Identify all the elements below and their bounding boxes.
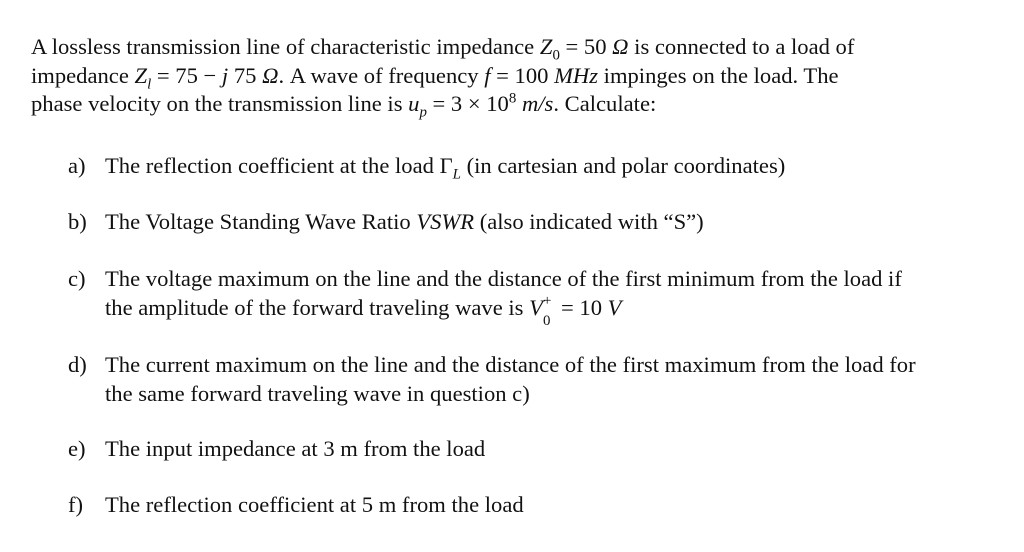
question-label: e) <box>68 436 86 461</box>
intro-line-1: A lossless transmission line of characteristic impedance $Z_0 = 50$ Ω is connected to a load of <box>31 34 855 64</box>
gamma-l-symbol: $\Gamma_L$ <box>439 153 461 183</box>
v0-plus-symbol: V + 0 <box>529 293 552 330</box>
question-label: c) <box>68 266 86 291</box>
intro-line-2: impedance $Z_l = 75 - j$ 75 Ω. A wave of frequency f = 100 MHz impinges on the load. The <box>31 62 839 93</box>
question-label: f) <box>68 492 84 517</box>
z0-symbol: $Z_0$ <box>539 34 560 64</box>
question-label: b) <box>68 209 87 234</box>
intro-line-3: phase velocity on the transmission line is $u_p = 3 \times 10^8$ m/s. Calculate: <box>31 90 657 121</box>
question-label: d) <box>68 352 87 377</box>
up-symbol: $u_p$ <box>408 91 427 121</box>
intro-paragraph <box>31 33 1006 119</box>
vswr-symbol: VSWR <box>416 209 475 234</box>
zl-symbol: $Z_l$ <box>134 62 152 93</box>
problem-statement: A lossless transmission line of characteristic impedance $Z_0 = 50$ Ω is connected to a load of impedance $Z_l = 75 - j$ 75 Ω. A wave of frequency f = 100 MHz impinges on the load. The phase velocity on the transmission line is $u_p = 3 \times 10^8$ m/s. Calculate: a) The reflection coefficient at the load $\Gamma_L$ (in cartesian and polar coordinates) b) The Voltage Standing Wave Ratio VSWR (also indicated with “S”) c) The voltage maximum on the line and the distance of the first minimum from the load if the amplitude of the forward traveling wave is V + 0 = 10 V d) The current maximum on the line and the distance of the first maximum from the load for the same forward traveling wave in question c) e) The input impedance at 3 m from the load f) The reflection coefficient at 5 m from the load <box>31 33 1006 119</box>
question-label: a) <box>68 153 86 178</box>
